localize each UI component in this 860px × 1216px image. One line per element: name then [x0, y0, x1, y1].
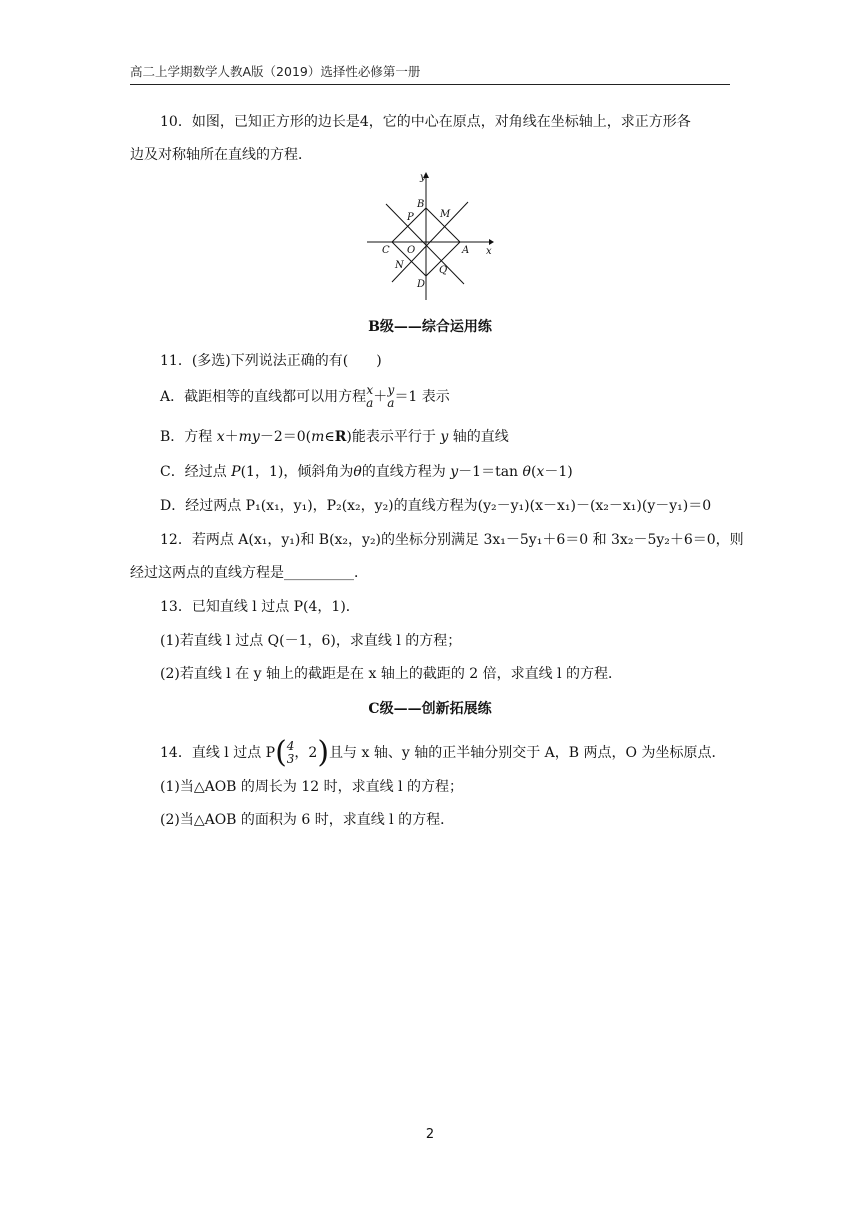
label-c: C: [382, 245, 390, 256]
q12-line2: 经过这两点的直线方程是__________．: [130, 565, 368, 581]
q11-b-mid: ＋: [224, 429, 239, 445]
page-header-title: 高二上学期数学人教A版（2019）选择性必修第一册: [130, 64, 421, 79]
q11-b-suffix: )能表示平行于: [346, 429, 441, 445]
section-c-title: C级——创新拓展练: [368, 701, 492, 717]
q11-c-part1: C．经过点: [160, 464, 232, 480]
label-d: D: [417, 279, 426, 290]
square-diagram: [365, 172, 495, 302]
q11-option-a: A．截距相等的直线都可以用方程 x a ＋ y a ＝1 表示: [160, 383, 450, 410]
label-m: M: [440, 209, 451, 220]
section-b-title: B级——综合运用练: [368, 319, 492, 335]
q13-stem: 13．已知直线 l 过点 P(4，1)．: [160, 599, 360, 615]
q13-part1: (1)若直线 l 过点 Q(－1，6)，求直线 l 的方程；: [160, 633, 462, 649]
q11-c-part5: －1): [544, 464, 573, 480]
q10-line2: 边及对称轴所在直线的方程．: [130, 147, 312, 163]
q12-line1: 12．若两点 A(x₁，y₁)和 B(x₂，y₂)的坐标分别满足 3x₁－5y₁＋6＝0 和 3x₂－5y₂＋6＝0，则: [160, 532, 744, 548]
q14-stem: [160, 735, 726, 770]
point-y: ，2: [294, 745, 318, 761]
q11-b-mid3: ∈: [324, 429, 335, 445]
q11-a-suffix: ＝1 表示: [394, 389, 450, 405]
q14-suffix: 且与 x 轴、y 轴的正半轴分别交于 A，B 两点，O 为坐标原点．: [329, 745, 726, 761]
q11-option-c: C．经过点 P(1，1)，倾斜角为θ的直线方程为 y－1＝tan θ(x－1): [160, 464, 573, 480]
square-figure: [365, 172, 495, 306]
q11-c-part3: 的直线方程为: [361, 464, 451, 480]
label-o: O: [407, 245, 416, 256]
q14-part1: (1)当△AOB 的周长为 12 时，求直线 l 的方程；: [160, 779, 464, 795]
label-n: N: [395, 260, 404, 271]
q11-stem: 11．(多选)下列说法正确的有( ): [160, 353, 382, 369]
q11-b-mid2: －2＝0(: [259, 429, 312, 445]
q11-a-prefix: A．截距相等的直线都可以用方程: [160, 389, 367, 405]
q10-line1: 10．如图，已知正方形的边长是4，它的中心在原点，对角线在坐标轴上，求正方形各: [160, 114, 691, 130]
fraction-y-over-a: y a: [387, 383, 395, 410]
label-x: x: [486, 246, 492, 257]
q11-c-part4: －1＝tan: [458, 464, 523, 480]
point-fraction-num: 4: [286, 739, 295, 753]
right-paren: ): [317, 735, 330, 770]
q14-prefix: 14．直线 l 过点 P: [160, 745, 276, 761]
symmetry-line-neg: [386, 204, 464, 284]
left-paren: (: [275, 735, 287, 770]
page-number: 2: [425, 1127, 435, 1142]
x-axis-arrow-icon: [489, 239, 494, 245]
label-b: B: [417, 199, 425, 210]
q14-part2: (2)当△AOB 的面积为 6 时，求直线 l 的方程．: [160, 812, 455, 828]
label-q: Q: [439, 265, 448, 276]
point-fraction-den: 3: [286, 752, 295, 766]
q11-b-prefix: B．方程: [160, 429, 217, 445]
fraction-x-over-a: x a: [366, 383, 374, 410]
q11-c-part2: (1，1)，倾斜角为: [240, 464, 354, 480]
q13-part2: (2)若直线 l 在 y 轴上的截距是在 x 轴上的截距的 2 倍，求直线 l 的方程．: [160, 666, 622, 682]
label-p: P: [407, 212, 414, 223]
q11-option-d: D．经过两点 P₁(x₁，y₁)，P₂(x₂，y₂)的直线方程为(y₂－y₁)(x－x₁)－(x₂－x₁)(y－y₁)＝0: [160, 498, 712, 514]
header-rule: [130, 84, 730, 85]
q11-b-end: 轴的直线: [448, 429, 509, 445]
label-a: A: [462, 245, 470, 256]
q11-option-b: B．方程 x＋my－2＝0(m∈R)能表示平行于 y 轴的直线: [160, 429, 509, 445]
label-y: y: [420, 172, 426, 183]
